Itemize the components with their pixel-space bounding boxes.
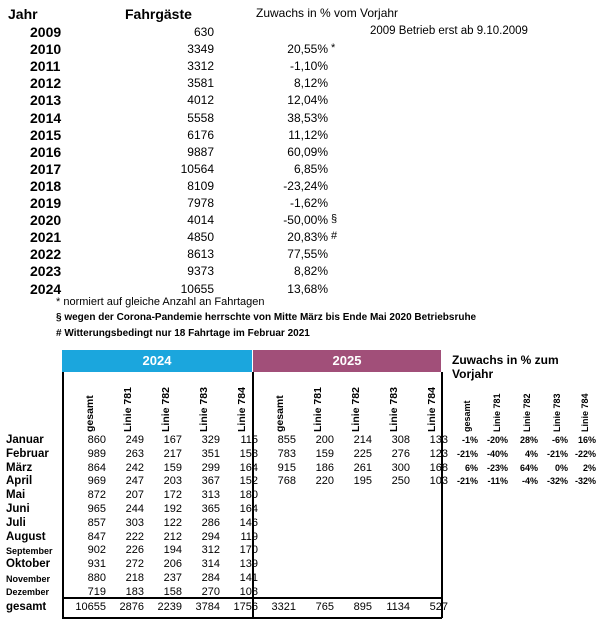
- cell-growth: -20%: [486, 435, 508, 445]
- yearly-year: 2009: [30, 24, 62, 40]
- column-header: [490, 380, 504, 432]
- yearly-passengers: 6176: [187, 127, 214, 142]
- cell-2025: 1134: [386, 601, 410, 613]
- cell-2025: 308: [391, 434, 410, 446]
- yearly-row: [0, 212, 600, 230]
- cell-2025: 765: [315, 601, 334, 613]
- yearly-header-growth: Zuwachs in % vom Vorjahr: [256, 6, 399, 20]
- cell-growth: 4%: [524, 448, 538, 459]
- column-header: [388, 380, 402, 432]
- cell-2024: 313: [201, 489, 220, 502]
- cell-2024: 2239: [157, 601, 182, 613]
- yearly-growth: -1,10%: [289, 59, 328, 74]
- yearly-row: [0, 127, 600, 145]
- yearly-passengers: 630: [193, 25, 214, 39]
- cell-2025: 225: [353, 447, 372, 460]
- cell-2025: 214: [353, 434, 372, 446]
- cell-2024: 122: [163, 516, 182, 529]
- cell-growth: -22%: [574, 448, 596, 459]
- yearly-row: [0, 110, 600, 128]
- cell-growth: -1%: [461, 435, 478, 445]
- yearly-growth: -50,00%: [283, 213, 328, 228]
- yearly-growth: 8,12%: [293, 76, 328, 91]
- month-label: August: [6, 530, 46, 543]
- column-header: [198, 380, 212, 432]
- column-header: [550, 380, 564, 432]
- cell-2024: 170: [239, 544, 258, 557]
- column-header: [426, 380, 440, 432]
- column-header-label: Linie 781: [122, 387, 134, 432]
- month-label: April: [6, 475, 33, 488]
- column-header: [460, 380, 474, 432]
- cell-2024: 3784: [195, 601, 220, 613]
- month-label: Januar: [6, 434, 44, 446]
- yearly-row: [0, 75, 600, 93]
- yearly-year: 2010: [30, 41, 62, 58]
- cell-2024: 180: [239, 489, 258, 502]
- yearly-growth: 6,85%: [293, 161, 328, 176]
- cell-2024: 141: [239, 572, 258, 584]
- cell-2025: 855: [277, 434, 296, 446]
- cell-growth: -23%: [486, 462, 508, 473]
- cell-growth: -6%: [551, 435, 568, 445]
- cell-2025: 200: [315, 434, 334, 446]
- cell-2025: 768: [277, 475, 296, 488]
- yearly-passengers: 10655: [180, 281, 214, 296]
- cell-2025: 300: [391, 461, 410, 474]
- cell-2024: 284: [201, 572, 220, 584]
- cell-growth: -32%: [574, 476, 596, 487]
- yearly-row: [0, 263, 600, 281]
- yearly-growth: 12,04%: [287, 93, 328, 108]
- yearly-row: [0, 229, 600, 247]
- cell-growth: -32%: [546, 476, 568, 487]
- yearly-year: 2018: [30, 177, 62, 194]
- cell-2025: 159: [315, 447, 334, 460]
- yearly-footnote-mark: §: [331, 213, 338, 226]
- yearly-row: [0, 195, 600, 213]
- yearly-growth: -23,24%: [283, 178, 328, 193]
- month-label: Dezember: [6, 587, 50, 598]
- cell-2024: 299: [201, 461, 220, 474]
- month-label: gesamt: [6, 601, 47, 613]
- yearly-year: 2017: [30, 160, 62, 177]
- cell-2025: 103: [429, 475, 448, 488]
- column-header: [350, 380, 364, 432]
- yearly-growth: -1,62%: [289, 196, 328, 210]
- cell-2024: 146: [239, 516, 258, 529]
- year-2025-header: 2025: [253, 350, 441, 372]
- cell-growth: 64%: [519, 462, 538, 473]
- cell-2024: 902: [87, 544, 106, 557]
- cell-2024: 263: [125, 447, 144, 460]
- yearly-year: 2014: [30, 109, 62, 126]
- cell-2024: 139: [239, 558, 258, 571]
- yearly-passengers: 3581: [187, 76, 214, 91]
- cell-2024: 270: [201, 585, 220, 598]
- cell-2024: 719: [87, 585, 106, 598]
- cell-2024: 167: [163, 434, 182, 446]
- yearly-year: 2023: [30, 263, 62, 280]
- cell-2025: 261: [353, 461, 372, 474]
- cell-2024: 183: [125, 585, 144, 598]
- column-header-label: Linie 783: [198, 387, 210, 432]
- footnote: * normiert auf gleiche Anzahl an Fahrtagen: [56, 296, 265, 308]
- yearly-growth: 11,12%: [288, 127, 328, 142]
- cell-growth: -21%: [546, 448, 568, 459]
- cell-growth: 6%: [464, 462, 478, 473]
- cell-2025: 3321: [271, 601, 296, 613]
- yearly-passengers: 5558: [187, 110, 214, 125]
- cell-2024: 2876: [119, 601, 144, 613]
- column-header-label: Linie 782: [522, 393, 532, 432]
- column-header-label: gesamt: [274, 395, 286, 432]
- cell-2024: 222: [125, 530, 144, 543]
- yearly-year: 2022: [30, 246, 62, 263]
- cell-2024: 969: [87, 475, 106, 488]
- yearly-growth: 8,82%: [293, 264, 328, 279]
- cell-growth: 28%: [519, 435, 538, 445]
- column-header-label: Linie 783: [552, 393, 562, 432]
- yearly-passengers: 4014: [187, 213, 214, 228]
- cell-growth: -11%: [487, 476, 508, 487]
- yearly-growth: 13,68%: [287, 281, 328, 296]
- column-header-label: Linie 783: [388, 387, 400, 432]
- yearly-note: 2009 Betrieb erst ab 9.10.2009: [370, 25, 528, 37]
- cell-2024: 217: [163, 447, 182, 460]
- cell-2024: 119: [240, 530, 258, 543]
- yearly-passengers: 4850: [187, 230, 214, 245]
- cell-growth: 2%: [582, 462, 596, 473]
- cell-2024: 329: [201, 434, 220, 446]
- cell-2025: 195: [353, 475, 372, 488]
- yearly-row: [0, 161, 600, 179]
- cell-2024: 989: [87, 447, 106, 460]
- cell-2024: 158: [239, 447, 258, 460]
- cell-2024: 192: [163, 503, 182, 515]
- column-header: [312, 380, 326, 432]
- yearly-year: 2011: [30, 58, 61, 75]
- cell-2024: 159: [163, 461, 182, 474]
- column-header: [122, 380, 136, 432]
- yearly-passengers: 3349: [187, 42, 214, 57]
- cell-2025: 783: [277, 447, 296, 460]
- month-label: Juli: [6, 516, 26, 529]
- cell-2024: 272: [125, 558, 144, 571]
- cell-growth: -21%: [456, 448, 478, 459]
- yearly-header-year: Jahr: [8, 6, 38, 22]
- cell-2025: 220: [315, 475, 334, 488]
- cell-2024: 965: [87, 503, 106, 515]
- cell-2025: 895: [353, 601, 372, 613]
- cell-2024: 244: [125, 503, 144, 515]
- yearly-year: 2012: [30, 75, 62, 92]
- cell-2024: 314: [201, 558, 220, 571]
- cell-2024: 108: [239, 585, 258, 598]
- cell-2024: 164: [239, 461, 258, 474]
- cell-growth: -4%: [521, 476, 538, 487]
- cell-2024: 880: [87, 572, 106, 584]
- cell-growth: 0%: [554, 462, 568, 473]
- column-header: [160, 380, 174, 432]
- yearly-year: 2015: [30, 126, 62, 143]
- yearly-growth: 38,53%: [287, 110, 328, 125]
- month-label: November: [6, 573, 51, 584]
- cell-2024: 152: [239, 475, 258, 488]
- table-border-left: [62, 372, 64, 618]
- cell-2025: 168: [429, 461, 448, 474]
- cell-2024: 206: [163, 558, 182, 571]
- yearly-year: 2020: [30, 212, 62, 229]
- column-header: [236, 380, 250, 432]
- cell-2024: 247: [125, 475, 144, 488]
- cell-2025: 276: [391, 447, 410, 460]
- column-header-label: Linie 782: [350, 387, 362, 432]
- cell-2025: 123: [429, 447, 448, 460]
- yearly-passengers: 7978: [187, 196, 214, 210]
- yearly-row: [0, 41, 600, 59]
- yearly-passengers: 9887: [187, 144, 214, 159]
- yearly-row: [0, 92, 600, 110]
- column-header-label: Linie 781: [312, 387, 324, 432]
- cell-2024: 218: [125, 572, 144, 584]
- cell-2024: 237: [163, 572, 182, 584]
- cell-2024: 860: [87, 434, 106, 446]
- column-header-label: gesamt: [84, 395, 96, 432]
- yearly-row: [0, 246, 600, 264]
- yearly-passengers: 8109: [187, 178, 214, 193]
- yearly-header-passengers: Fahrgäste: [125, 6, 192, 22]
- yearly-passengers: 3312: [187, 59, 214, 74]
- column-header: [578, 380, 592, 432]
- cell-2025: 527: [429, 601, 448, 613]
- cell-2024: 847: [87, 530, 106, 543]
- cell-2024: 10655: [75, 601, 106, 613]
- cell-2025: 133: [429, 434, 448, 446]
- column-header-label: Linie 782: [160, 387, 172, 432]
- yearly-growth: 20,83%: [287, 230, 328, 245]
- cell-2024: 242: [125, 461, 144, 474]
- column-header: [520, 380, 534, 432]
- column-header: [84, 380, 98, 432]
- cell-2024: 194: [163, 544, 182, 557]
- month-label: Mai: [6, 489, 26, 502]
- column-header-label: Linie 781: [492, 393, 502, 432]
- cell-2024: 857: [87, 516, 106, 529]
- column-header-label: Linie 784: [236, 387, 248, 432]
- cell-2024: 212: [163, 530, 182, 543]
- cell-2024: 1756: [233, 601, 258, 613]
- cell-2024: 312: [201, 544, 220, 557]
- month-label: März: [6, 461, 33, 474]
- footnote: # Witterungsbedingt nur 18 Fahrtage im Februar 2021: [56, 328, 310, 339]
- cell-growth: 16%: [577, 435, 596, 445]
- month-label: Februar: [6, 447, 49, 460]
- footnote: § wegen der Corona-Pandemie herrschte von Mitte März bis Ende Mai 2020 Betriebsruhe: [56, 312, 477, 323]
- yearly-passengers: 4012: [187, 93, 214, 108]
- cell-2024: 365: [201, 503, 220, 515]
- yearly-passengers: 10564: [180, 161, 214, 176]
- yearly-passengers: 9373: [187, 264, 214, 279]
- yearly-row: [0, 24, 600, 42]
- cell-2025: 915: [277, 461, 296, 474]
- month-label: Juni: [6, 503, 30, 515]
- column-header-label: gesamt: [462, 400, 472, 432]
- table-border-right: [441, 372, 443, 618]
- yearly-growth: 20,55%: [287, 42, 328, 57]
- column-header: [274, 380, 288, 432]
- year-2024-header: 2024: [62, 350, 252, 372]
- table-border-bottom: [62, 617, 442, 619]
- yearly-year: 2024: [30, 280, 62, 297]
- cell-2024: 172: [163, 489, 182, 502]
- cell-2024: 872: [87, 489, 106, 502]
- cell-2024: 351: [201, 447, 220, 460]
- column-header-label: Linie 784: [580, 393, 590, 432]
- yearly-row: [0, 144, 600, 162]
- column-header-label: Linie 784: [426, 387, 438, 432]
- month-label: Oktober: [6, 558, 51, 571]
- cell-growth: -40%: [486, 448, 508, 459]
- yearly-row: [0, 178, 600, 196]
- cell-2025: 186: [315, 461, 334, 474]
- yearly-footnote-mark: #: [331, 230, 338, 243]
- cell-2024: 294: [201, 530, 220, 543]
- yearly-year: 2016: [30, 143, 62, 160]
- cell-2024: 286: [201, 516, 220, 529]
- cell-2024: 367: [201, 475, 220, 488]
- monthly-growth-title: Zuwachs in % zum Vorjahr: [452, 353, 559, 381]
- cell-2024: 158: [163, 585, 182, 598]
- cell-2024: 203: [163, 475, 182, 488]
- month-label: September: [6, 545, 53, 556]
- cell-2024: 303: [125, 516, 144, 529]
- yearly-growth: 77,55%: [287, 247, 328, 262]
- yearly-year: 2021: [30, 229, 62, 246]
- cell-2024: 249: [125, 434, 144, 446]
- cell-2024: 226: [125, 544, 144, 557]
- cell-growth: -21%: [456, 476, 478, 487]
- cell-2024: 115: [240, 434, 258, 446]
- yearly-growth: 60,09%: [287, 144, 328, 159]
- yearly-footnote-mark: *: [331, 42, 336, 55]
- yearly-year: 2013: [30, 92, 62, 109]
- cell-2024: 864: [87, 461, 106, 474]
- yearly-passengers: 8613: [187, 247, 214, 262]
- yearly-row: [0, 58, 600, 76]
- cell-2024: 207: [125, 489, 144, 502]
- cell-2024: 931: [87, 558, 106, 571]
- cell-2025: 250: [391, 475, 410, 488]
- yearly-year: 2019: [30, 195, 62, 211]
- cell-2024: 164: [239, 503, 258, 515]
